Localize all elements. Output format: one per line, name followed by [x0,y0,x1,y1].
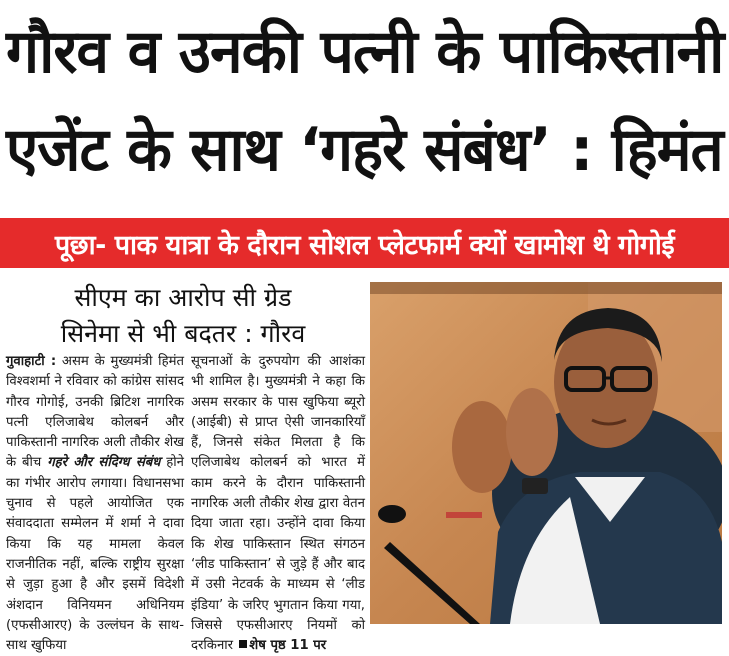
red-banner [0,218,729,268]
banner-text: पूछा- पाक यात्रा के दौरान सोशल प्लेटफार्म क्यों खामोश थे गोगोई [54,229,675,261]
subheadline-line-1: सीएम का आरोप सी ग्रेड [74,283,292,312]
article-column-middle [191,352,365,656]
headline-line-2: एजेंट के साथ ‘गहरे संबंध’ : हिमंत [6,115,723,185]
article-column-left [6,352,184,656]
subheadline-line-2: सिनेमा से भी बदतर : गौरव [60,319,306,348]
headline-line-1: गौरव व उनकी पत्नी के पाकिस्तानी [6,17,724,87]
dateline: गुवाहाटी : [6,354,57,369]
article-text-middle: सूचनाओं के दुरुपयोग की आशंका भी शामिल है। मुख्यमंत्री ने कहा कि असम सरकार के पास खुफिया ब्यूरो (आईबी) से प्राप्त ऐसी जानकारियाँ हैं, जिनसे संकेत मिलता है कि एलिजाबेथ कोलबर्न को भारत में काम करने के दौरान पाकिस्तानी नागरिक अली तौकीर शेख द्वारा वेतन दिया जाता रहा। उन्होंने दावा किया कि शेख पाकिस्तान स्थित संगठन ‘लीड पाकिस्तान’ से जुड़े हैं और बाद में उसी नेटवर्क के माध्यम से ‘लीड इंडिया’ के जरिए भुगतान किया गया, जिससे एफसीआरए नियमों को दरकिनार [191,354,365,654]
subheadline [0,280,366,352]
continued-on-page: शेष पृष्ठ 11 पर [249,638,327,654]
article-text-left-1: असम के मुख्यमंत्री हिमंत विश्वशर्मा ने रविवार को कांग्रेस सांसद गौरव गोगोई, उनकी ब्रिटिश नागरिक पत्नी एलिजाबेथ कोलबर्न और पाकिस्तानी नागरिक अली तौकीर शेख के बीच [6,354,184,471]
article-emphasis: गहरे और संदिग्ध संबंध [47,455,161,471]
square-bullet-icon [239,640,247,648]
article-text-left-2: होने का गंभीर आरोप लगाया। विधानसभा चुनाव से पहले आयोजित एक संवाददाता सम्मेलन में शर्मा ने दावा किया कि यह मामला केवल राजनीतिक नहीं, बल्कि राष्ट्रीय सुरक्षा से जुड़ा हुआ है और इसमें विदेशी अंशदान विनियमन अधिनियम (एफसीआरए) के उल्लंघन के साथ-साथ खुफिया [6,455,184,654]
news-photo [370,282,722,624]
headline [0,0,729,212]
